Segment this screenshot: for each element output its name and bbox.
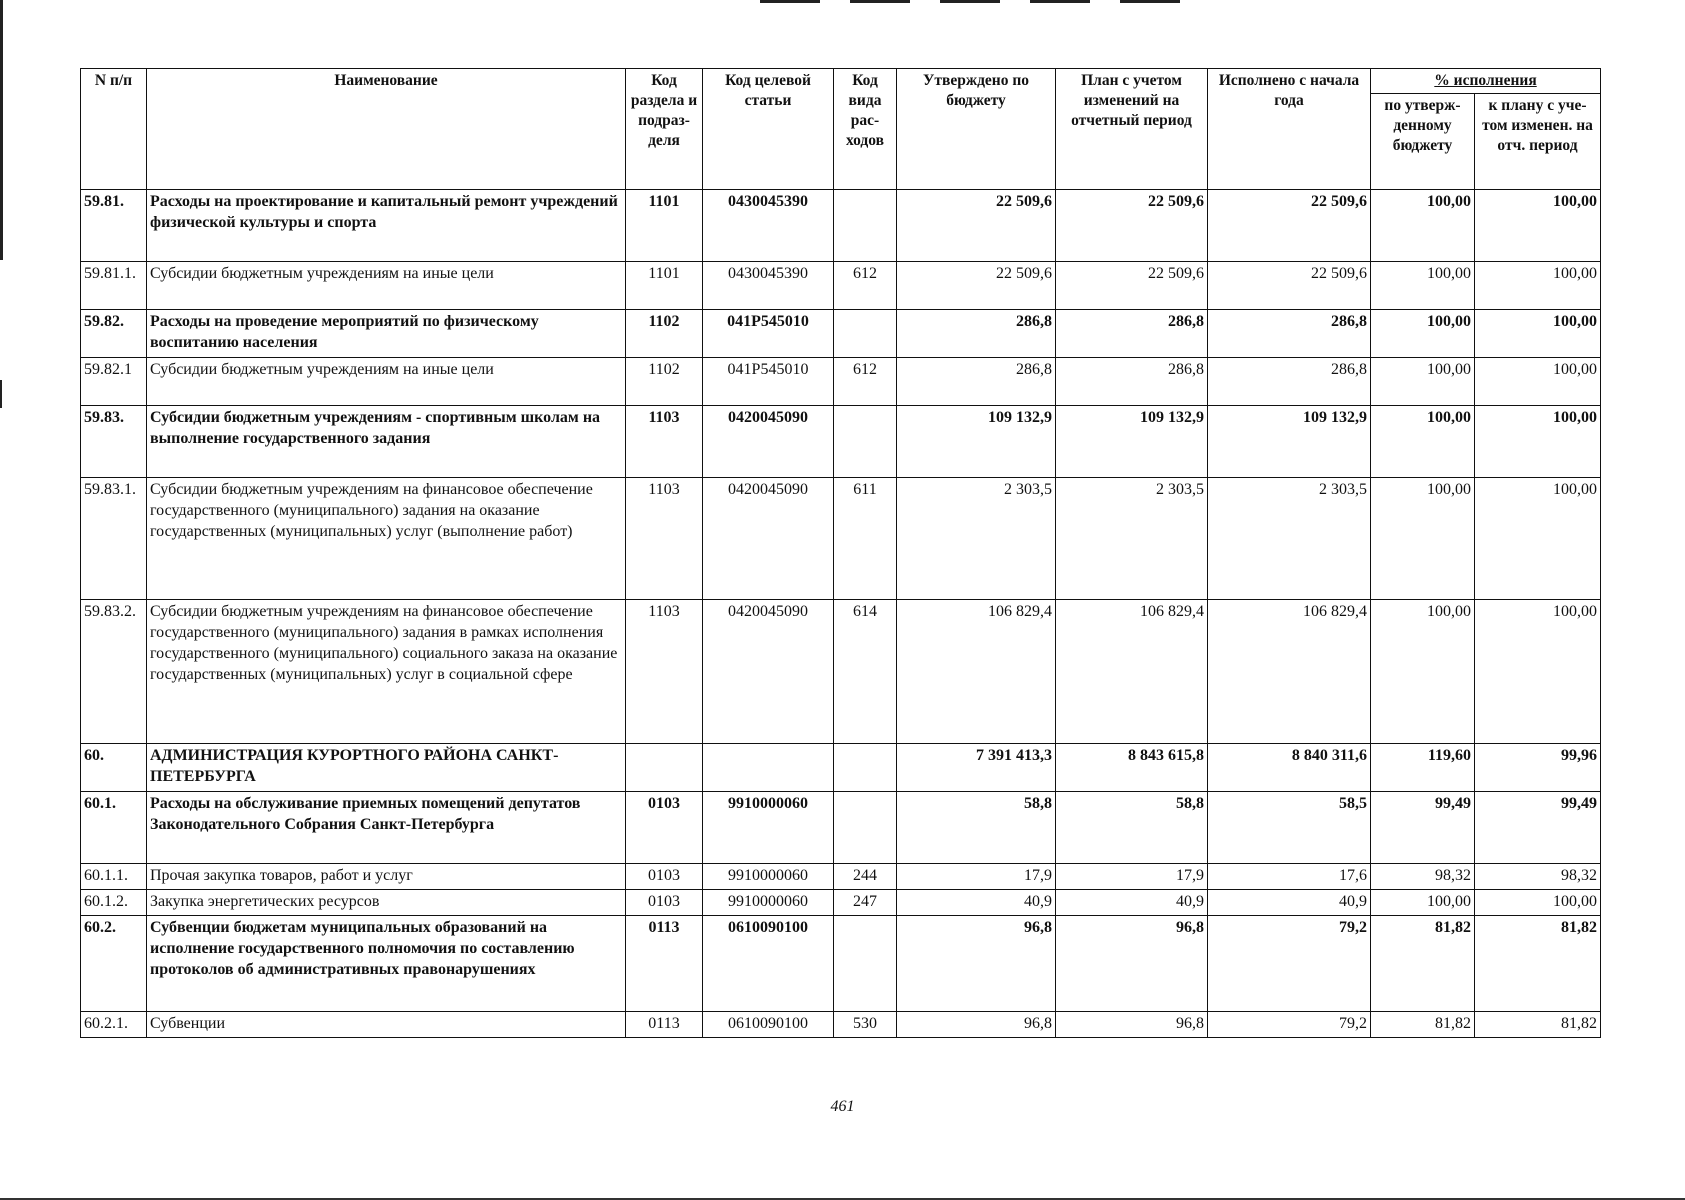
row-number: 59.82.1 [81,358,147,406]
row-target-code: 0610090100 [703,1012,834,1038]
col-header-section-code: Код раздела и подраз-деля [626,69,703,190]
row-name: Закупка энергетических ресурсов [147,890,626,916]
row-target-code: 0610090100 [703,916,834,1012]
row-pct-plan: 100,00 [1475,262,1601,310]
table-row [81,262,1601,310]
row-section-code: 0113 [626,916,703,1012]
row-number: 59.83.1. [81,478,147,600]
row-approved: 109 132,9 [897,406,1056,478]
row-target-code: 041P545010 [703,358,834,406]
row-executed: 109 132,9 [1208,406,1371,478]
row-section-code: 1103 [626,406,703,478]
row-target-code: 041P545010 [703,310,834,358]
row-number: 60.1.2. [81,890,147,916]
row-name: Прочая закупка товаров, работ и услуг [147,864,626,890]
row-executed: 22 509,6 [1208,190,1371,262]
row-number: 60. [81,744,147,792]
row-approved: 22 509,6 [897,190,1056,262]
row-expense-type [834,310,897,358]
row-target-code: 0430045390 [703,262,834,310]
row-approved: 96,8 [897,1012,1056,1038]
col-header-executed: Исполнено с начала года [1208,69,1371,190]
row-target-code: 0420045090 [703,478,834,600]
row-expense-type: 247 [834,890,897,916]
row-section-code: 1103 [626,478,703,600]
row-approved: 58,8 [897,792,1056,864]
row-expense-type [834,792,897,864]
row-name: Расходы на обслуживание приемных помещений депутатов Законодательного Собрания Санкт-Петербурга [147,792,626,864]
row-plan: 286,8 [1056,358,1208,406]
row-target-code [703,744,834,792]
row-pct-budget: 119,60 [1371,744,1475,792]
row-expense-type: 244 [834,864,897,890]
row-executed: 22 509,6 [1208,262,1371,310]
row-expense-type [834,744,897,792]
row-executed: 286,8 [1208,310,1371,358]
col-header-percent: % исполнения [1371,69,1601,94]
col-header-plan: План с учетом изменений на отчетный период [1056,69,1208,190]
row-plan: 109 132,9 [1056,406,1208,478]
row-plan: 286,8 [1056,310,1208,358]
row-approved: 286,8 [897,358,1056,406]
table-row [81,864,1601,890]
row-approved: 40,9 [897,890,1056,916]
row-approved: 286,8 [897,310,1056,358]
row-plan: 8 843 615,8 [1056,744,1208,792]
col-header-pct-budget: по утверж-денному бюджету [1371,94,1475,190]
row-pct-plan: 100,00 [1475,478,1601,600]
row-executed: 2 303,5 [1208,478,1371,600]
table-row [81,478,1601,600]
row-pct-budget: 99,49 [1371,792,1475,864]
row-expense-type [834,916,897,1012]
col-header-name: Наименование [147,69,626,190]
row-pct-plan: 100,00 [1475,310,1601,358]
row-name: Расходы на проведение мероприятий по физическому воспитанию населения [147,310,626,358]
row-name: Субвенции бюджетам муниципальных образований на исполнение государственного полномочия по составлению протоколов об административных правонарушениях [147,916,626,1012]
table-row [81,792,1601,864]
row-plan: 17,9 [1056,864,1208,890]
row-pct-budget: 100,00 [1371,890,1475,916]
row-pct-plan: 99,49 [1475,792,1601,864]
table-row [81,600,1601,744]
row-target-code: 0420045090 [703,600,834,744]
row-executed: 17,6 [1208,864,1371,890]
row-approved: 22 509,6 [897,262,1056,310]
row-pct-plan: 100,00 [1475,890,1601,916]
row-executed: 8 840 311,6 [1208,744,1371,792]
row-name: Расходы на проектирование и капитальный ремонт учреждений физической культуры и спорта [147,190,626,262]
col-header-approved: Утверждено по бюджету [897,69,1056,190]
row-name: Субсидии бюджетным учреждениям на иные цели [147,358,626,406]
row-plan: 96,8 [1056,1012,1208,1038]
row-number: 59.83.2. [81,600,147,744]
row-executed: 79,2 [1208,916,1371,1012]
row-number: 60.1. [81,792,147,864]
row-pct-plan: 81,82 [1475,916,1601,1012]
row-approved: 7 391 413,3 [897,744,1056,792]
scan-edge-top [760,0,1190,3]
row-section-code [626,744,703,792]
row-name: АДМИНИСТРАЦИЯ КУРОРТНОГО РАЙОНА САНКТ-ПЕТЕРБУРГА [147,744,626,792]
row-target-code: 9910000060 [703,792,834,864]
row-expense-type [834,190,897,262]
table-row [81,744,1601,792]
row-executed: 79,2 [1208,1012,1371,1038]
row-section-code: 0103 [626,890,703,916]
row-section-code: 1101 [626,190,703,262]
row-expense-type [834,406,897,478]
row-number: 60.1.1. [81,864,147,890]
row-approved: 2 303,5 [897,478,1056,600]
scan-edge-left [0,0,3,260]
table-row [81,190,1601,262]
row-pct-budget: 81,82 [1371,916,1475,1012]
row-plan: 40,9 [1056,890,1208,916]
row-number: 59.81. [81,190,147,262]
row-plan: 106 829,4 [1056,600,1208,744]
row-approved: 96,8 [897,916,1056,1012]
row-target-code: 9910000060 [703,890,834,916]
row-number: 59.83. [81,406,147,478]
row-section-code: 1102 [626,358,703,406]
table-row [81,406,1601,478]
row-pct-budget: 81,82 [1371,1012,1475,1038]
row-section-code: 1103 [626,600,703,744]
table-row [81,358,1601,406]
row-plan: 22 509,6 [1056,190,1208,262]
row-approved: 106 829,4 [897,600,1056,744]
row-pct-budget: 100,00 [1371,478,1475,600]
row-number: 59.82. [81,310,147,358]
row-pct-budget: 100,00 [1371,310,1475,358]
row-section-code: 0113 [626,1012,703,1038]
row-expense-type: 614 [834,600,897,744]
scan-edge-tick [0,380,2,408]
row-expense-type: 612 [834,358,897,406]
page-number: 461 [830,1098,855,1115]
row-executed: 106 829,4 [1208,600,1371,744]
row-pct-plan: 100,00 [1475,600,1601,744]
row-pct-budget: 100,00 [1371,190,1475,262]
row-target-code: 0430045390 [703,190,834,262]
row-plan: 2 303,5 [1056,478,1208,600]
col-header-expense-type: Код вида рас-ходов [834,69,897,190]
row-number: 59.81.1. [81,262,147,310]
row-executed: 58,5 [1208,792,1371,864]
table-row [81,310,1601,358]
row-expense-type: 611 [834,478,897,600]
row-section-code: 1101 [626,262,703,310]
row-pct-plan: 98,32 [1475,864,1601,890]
row-section-code: 0103 [626,792,703,864]
table-row [81,890,1601,916]
row-executed: 286,8 [1208,358,1371,406]
col-header-number: N п/п [81,69,147,190]
row-plan: 22 509,6 [1056,262,1208,310]
row-target-code: 9910000060 [703,864,834,890]
row-pct-budget: 100,00 [1371,406,1475,478]
row-section-code: 0103 [626,864,703,890]
row-number: 60.2. [81,916,147,1012]
row-pct-plan: 100,00 [1475,190,1601,262]
row-name: Субсидии бюджетным учреждениям на финансовое обеспечение государственного (муниципального) задания в рамках исполнения государственного (муниципального) социального заказа на оказание государственных (муниципальных) услуг в социальной сфере [147,600,626,744]
row-executed: 40,9 [1208,890,1371,916]
row-pct-budget: 100,00 [1371,600,1475,744]
row-name: Субсидии бюджетным учреждениям на финансовое обеспечение государственного (муниципального) задания на оказание государственных (муниципальных) услуг (выполнение работ) [147,478,626,600]
row-expense-type: 530 [834,1012,897,1038]
row-pct-plan: 100,00 [1475,358,1601,406]
row-pct-plan: 81,82 [1475,1012,1601,1038]
col-header-pct-plan: к плану с уче-том изменен. на отч. период [1475,94,1601,190]
row-section-code: 1102 [626,310,703,358]
row-pct-plan: 99,96 [1475,744,1601,792]
row-approved: 17,9 [897,864,1056,890]
row-number: 60.2.1. [81,1012,147,1038]
table-row [81,916,1601,1012]
row-name: Субсидии бюджетным учреждениям на иные цели [147,262,626,310]
row-plan: 58,8 [1056,792,1208,864]
budget-table [80,68,1601,1038]
table-row [81,1012,1601,1038]
row-pct-budget: 100,00 [1371,358,1475,406]
row-expense-type: 612 [834,262,897,310]
col-header-target-code: Код целевой статьи [703,69,834,190]
row-name: Субвенции [147,1012,626,1038]
row-pct-plan: 100,00 [1475,406,1601,478]
row-name: Субсидии бюджетным учреждениям - спортивным школам на выполнение государственного задания [147,406,626,478]
row-pct-budget: 98,32 [1371,864,1475,890]
row-pct-budget: 100,00 [1371,262,1475,310]
row-plan: 96,8 [1056,916,1208,1012]
row-target-code: 0420045090 [703,406,834,478]
